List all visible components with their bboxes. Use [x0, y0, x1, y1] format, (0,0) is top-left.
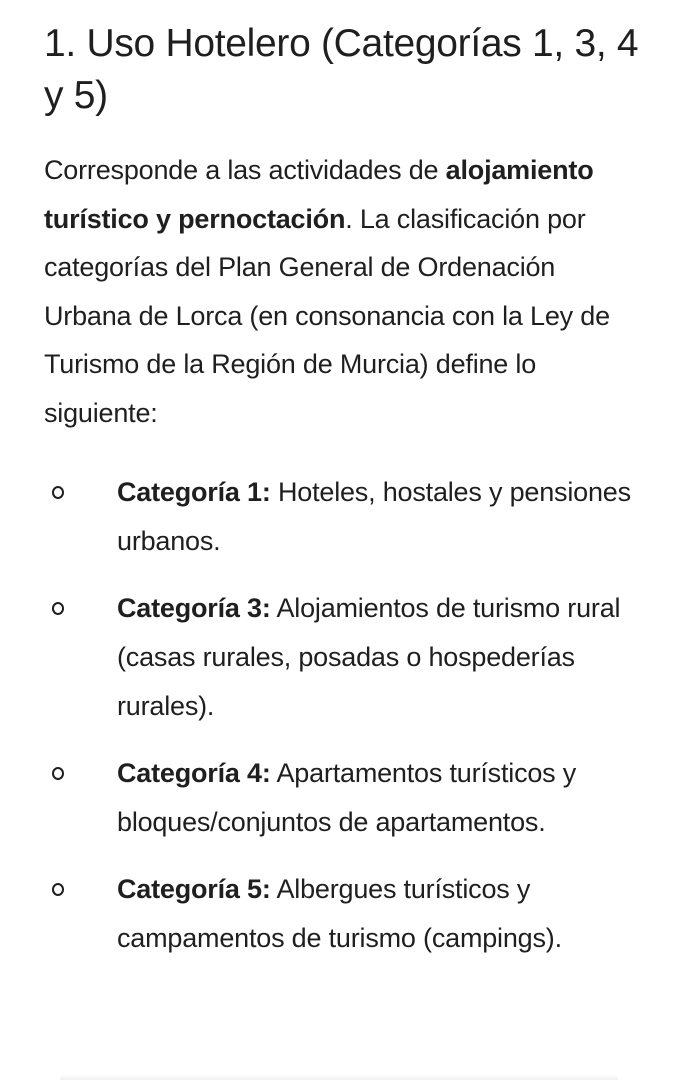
- category-label: Categoría 4:: [117, 757, 271, 788]
- intro-text-after: . La clasificación por categorías del Plan General de Ordenación Urbana de Lorca (en consonancia con la Ley de Turismo de la Región de Murcia) define lo siguiente:: [44, 203, 610, 428]
- category-label: Categoría 1:: [117, 476, 271, 507]
- circle-bullet-icon: [52, 486, 64, 499]
- intro-paragraph: [44, 146, 644, 438]
- circle-bullet-icon: [52, 883, 64, 896]
- document-content: [44, 18, 644, 981]
- circle-bullet-icon: [52, 767, 64, 780]
- intro-text-before: Corresponde a las actividades de: [44, 155, 446, 185]
- list-item: [44, 584, 644, 731]
- list-item: [44, 749, 644, 847]
- bottom-edge-shadow: [60, 1074, 618, 1080]
- list-item: [44, 468, 644, 566]
- section-heading: 1. Uso Hotelero (Categorías 1, 3, 4 y 5): [44, 22, 639, 117]
- circle-bullet-icon: [52, 602, 64, 615]
- category-description: Albergues turísticos y campamentos de turismo (campings).: [117, 873, 562, 953]
- category-label: Categoría 5:: [117, 873, 271, 904]
- category-description: Hoteles, hostales y pensiones urbanos.: [117, 476, 631, 556]
- list-item: [44, 865, 644, 963]
- category-description: Alojamientos de turismo rural (casas rurales, posadas o hospederías rurales).: [117, 592, 621, 721]
- category-label: Categoría 3:: [117, 592, 271, 623]
- intro-bold-text: alojamiento turístico y pernoctación: [44, 155, 594, 234]
- category-description: Apartamentos turísticos y bloques/conjuntos de apartamentos.: [117, 757, 577, 837]
- category-list: [44, 468, 644, 963]
